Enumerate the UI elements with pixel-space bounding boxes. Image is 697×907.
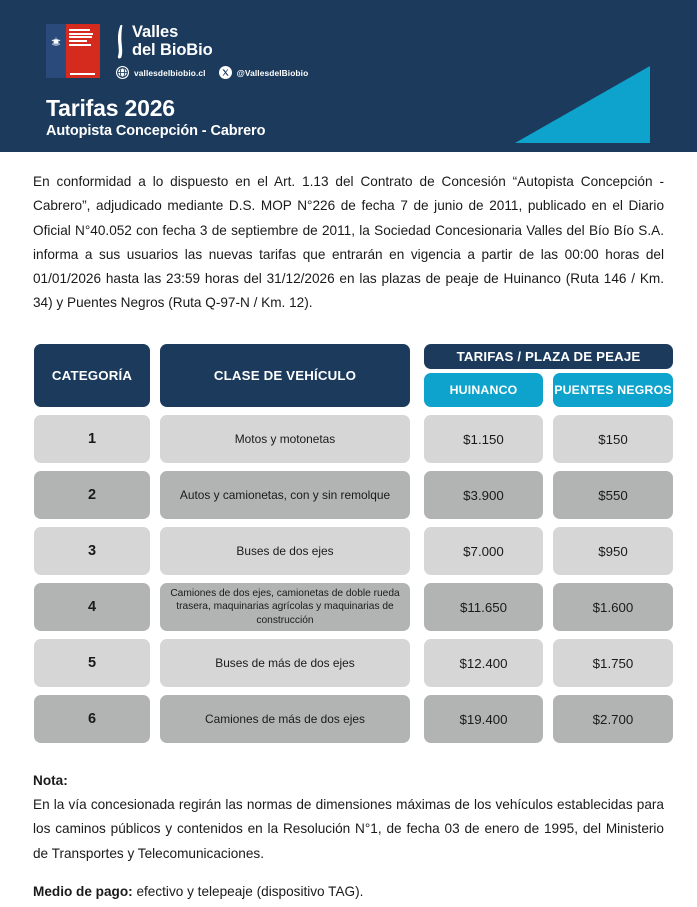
cell-clase: Autos y camionetas, con y sin remolque — [160, 471, 410, 519]
leaf-mark-icon — [116, 25, 124, 59]
cell-categoria: 1 — [34, 415, 150, 463]
website-link[interactable] — [116, 66, 206, 79]
page-title: Tarifas 2026 — [46, 95, 175, 121]
logo-text-line-concesiones — [69, 36, 92, 38]
payment-method-value: efectivo y telepeaje (dispositivo TAG). — [132, 883, 364, 899]
table-row — [34, 639, 663, 687]
header-clase-vehiculo: CLASE DE VEHÍCULO — [160, 344, 410, 407]
header-categoria: CATEGORÍA — [34, 344, 150, 407]
twitter-x-link[interactable] — [219, 66, 309, 79]
table-header-row — [34, 344, 672, 407]
cell-huinanco: $7.000 — [424, 527, 543, 575]
logo-text-line-ministerio-b — [69, 44, 91, 46]
valles-del-biobio-brand — [116, 24, 321, 79]
intro-paragraph: En conformidad a lo dispuesto en el Art. 1.13 del Contrato de Concesión “Autopista Concepción - Cabrero”, adjudicado mediante D.S. MOP N°226 de fecha 7 de junio de 2011, publicado en el Diario Oficial N°40.052 con fecha 3 de septiembre de 2011, la Sociedad Concesionaria Valles del Bío Bío S.A. informa a sus usuarios las nuevas tarifas que entrarán en vigencia a partir de las 00:00 horas del 01/01/2026 hasta las 23:59 horas del 31/12/2026 en las plazas de peaje de Huinanco (Ruta 146 / Km. 34) y Puentes Negros (Ruta Q-97-N / Km. 12). — [33, 174, 664, 311]
brand-line-2: del BioBio — [132, 40, 213, 59]
cell-puentes-negros: $150 — [553, 415, 673, 463]
logo-text-line-direccion — [69, 29, 90, 31]
logo-row — [46, 24, 321, 79]
cell-huinanco: $3.900 — [424, 471, 543, 519]
note-body: En la vía concesionada regirán las normas de dimensiones máximas de los vehículos establecidas para los caminos públicos y contenidos en la Resolución N°1, de fecha 03 de enero de 1995, del Ministerio de Transportes y Telecomunicaciones. — [33, 797, 664, 861]
payment-method-line — [33, 880, 664, 904]
cell-puentes-negros: $2.700 — [553, 695, 673, 743]
cell-puentes-negros: $950 — [553, 527, 673, 575]
cell-clase: Buses de más de dos ejes — [160, 639, 410, 687]
social-links-row — [116, 66, 321, 79]
column-categoria — [34, 344, 150, 407]
cell-categoria: 6 — [34, 695, 150, 743]
chile-coat-of-arms-icon — [50, 36, 63, 49]
logo-text-panel — [66, 24, 100, 78]
cell-categoria: 5 — [34, 639, 150, 687]
cell-puentes-negros: $1.600 — [553, 583, 673, 631]
cell-clase: Buses de dos ejes — [160, 527, 410, 575]
table-row — [34, 695, 663, 743]
cell-clase: Camiones de más de dos ejes — [160, 695, 410, 743]
table-row — [34, 583, 663, 631]
header-tarifas-group: TARIFAS / PLAZA DE PEAJE — [424, 344, 673, 369]
logo-text-line-gobierno — [70, 73, 95, 75]
table-row — [34, 527, 663, 575]
globe-icon — [116, 66, 129, 79]
table-row — [34, 415, 663, 463]
notes-section — [33, 770, 664, 904]
cell-puentes-negros: $1.750 — [553, 639, 673, 687]
cell-huinanco: $1.150 — [424, 415, 543, 463]
website-label: vallesdelbiobio.cl — [134, 67, 206, 78]
title-block — [46, 95, 265, 141]
page-subtitle: Autopista Concepción - Cabrero — [46, 123, 266, 139]
brand-name-row — [116, 24, 321, 59]
table-row — [34, 471, 663, 519]
accent-triangle-shape — [515, 66, 650, 143]
cell-huinanco: $12.400 — [424, 639, 543, 687]
cell-clase: Motos y motonetas — [160, 415, 410, 463]
logo-crest-panel — [46, 24, 66, 78]
cell-categoria: 4 — [34, 583, 150, 631]
cell-clase: Camiones de dos ejes, camionetas de doble rueda trasera, maquinarias agrícolas y maquinarias de construcción — [160, 583, 410, 631]
tariff-table — [34, 344, 672, 743]
page-header — [0, 0, 697, 152]
logo-text-line-general — [69, 33, 93, 35]
cell-categoria: 2 — [34, 471, 150, 519]
twitter-x-label: @VallesdelBiobio — [236, 67, 309, 78]
header-huinanco: HUINANCO — [424, 373, 543, 407]
toll-subheaders — [424, 373, 673, 407]
cell-puentes-negros: $550 — [553, 471, 673, 519]
column-clase-vehiculo — [160, 344, 410, 407]
gobierno-de-chile-logo — [46, 24, 100, 78]
payment-method-label: Medio de pago: — [33, 883, 133, 899]
x-twitter-icon — [219, 66, 232, 79]
logo-text-line-ministerio-a — [69, 40, 87, 42]
cell-huinanco: $11.650 — [424, 583, 543, 631]
brand-line-1: Valles — [132, 23, 179, 41]
column-tarifas-group — [424, 344, 673, 407]
note-title: Nota: — [33, 773, 68, 788]
cell-categoria: 3 — [34, 527, 150, 575]
header-puentes-negros: PUENTES NEGROS — [553, 373, 673, 407]
cell-huinanco: $19.400 — [424, 695, 543, 743]
